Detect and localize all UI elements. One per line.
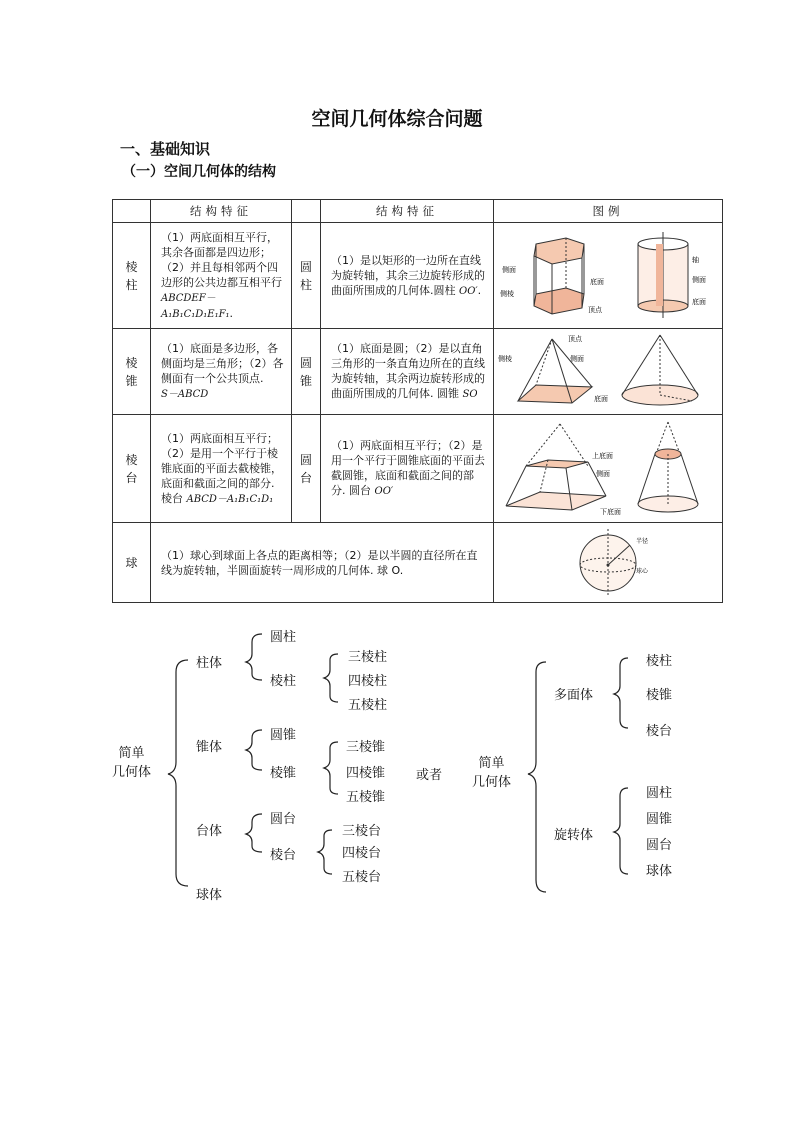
pyramid-cone-figure <box>496 331 721 413</box>
leaf-label: 五棱台 <box>342 870 382 885</box>
group-label-polyhedron: 多面体 <box>554 688 594 703</box>
structure-table <box>112 199 723 603</box>
group-label-frustums: 台体 <box>196 824 223 839</box>
sub-label-frustum-prism: 棱台 <box>270 848 297 863</box>
pyramid-feature-cell <box>151 329 292 415</box>
figure-pyramid-cone <box>494 329 723 415</box>
header-feature-right: 结构特征 <box>321 200 494 223</box>
fig-label-side: 侧面 <box>501 265 516 274</box>
prism-formula: ABCDEF－A₁B₁C₁D₁E₁F₁ <box>161 292 230 320</box>
fig-label-base: 底面 <box>589 277 604 286</box>
row-name-sphere <box>113 523 151 603</box>
leaf-label: 四棱台 <box>342 846 382 861</box>
fig-label-center: 球心 <box>635 567 648 575</box>
cone-feature-cell <box>321 329 494 415</box>
prism-cylinder-figure <box>496 226 721 326</box>
prism-feature-cell: （1）两底面相互平行，其余各面都是四边形；（2）并且每相邻两个四边形的公共边都互相平行 ABCDEF－A₁B₁C₁D₁E₁F₁. <box>151 223 292 329</box>
row-name-prism <box>113 223 151 329</box>
sub-label-cone: 圆锥 <box>270 728 297 743</box>
sphere-feature-cell <box>151 523 494 603</box>
header-feature-left: 结构特征 <box>151 200 292 223</box>
frustum-cone-formula: OO′ <box>374 486 394 497</box>
right-leaf-label: 球体 <box>646 864 673 879</box>
fig-label-vertex: 顶点 <box>587 305 602 314</box>
cone-formula: SO <box>462 389 478 400</box>
row-name-frustum-prism <box>113 415 151 523</box>
right-leaf-label: 棱台 <box>646 724 673 739</box>
section-heading: 一、基础知识 <box>120 140 211 158</box>
fig-label-edge: 侧棱 <box>499 289 514 298</box>
figure-prism-cylinder <box>494 223 723 329</box>
leaf-label: 三棱柱 <box>348 650 388 665</box>
leaf-label: 五棱柱 <box>348 698 388 713</box>
row-name-prism-text: 棱 柱 <box>125 259 138 292</box>
row-name-frustum-prism-text: 棱 台 <box>125 452 138 485</box>
fig-label-bottom: 底面 <box>593 394 608 403</box>
right-leaf-label: 圆柱 <box>646 786 673 801</box>
sphere-figure <box>496 525 721 601</box>
cone-feature-text: （1）底面是圆；（2）是以直角三角形的一条直角边所在的直线为旋转轴，其余两边旋转形成的曲面所围成的几何体. 圆锥 <box>331 342 485 400</box>
pyramid-feature-text: （1）底面是多边形，各侧面均是三角形；（2）各侧面有一个公共顶点. <box>161 342 284 385</box>
header-blank <box>113 200 151 223</box>
group-label-revolution: 旋转体 <box>554 828 594 843</box>
right-leaf-label: 棱锥 <box>646 688 673 703</box>
frustum-cone-feature-text: （1）两底面相互平行；（2）是用一个平行于圆锥底面的平面去截圆锥，底面和截面之间的部分. 圆台 <box>331 439 485 497</box>
fig-label-lateral-face: 侧面 <box>569 354 584 363</box>
page-title: 空间几何体综合问题 <box>311 108 483 130</box>
table-row <box>113 415 723 523</box>
sphere-feature-text: （1）球心到球面上各点的距离相等；（2）是以半圆的直径所在直线为旋转轴，半圆面旋转一周形成的几何体. 球 O. <box>161 548 478 577</box>
fig-label-bottom-base: 下底面 <box>599 507 621 516</box>
prism-feature-text: （1）两底面相互平行，其余各面都是四边形；（2）并且每相邻两个四边形的公共边都互相平行 <box>161 230 282 289</box>
leaf-label: 四棱柱 <box>348 674 388 689</box>
fig-label-top-base: 上底面 <box>591 451 613 460</box>
table-row <box>113 329 723 415</box>
fig-label-side-2: 侧面 <box>691 275 706 284</box>
leaf-label: 三棱锥 <box>346 740 386 755</box>
leaf-label: 四棱锥 <box>346 766 386 781</box>
subsection-heading: （一）空间几何体的结构 <box>122 164 276 180</box>
row-name-cone-text: 圆 锥 <box>299 355 312 388</box>
group-label-sphere: 球体 <box>196 888 223 903</box>
leaf-label: 五棱锥 <box>346 790 386 805</box>
cylinder-feature-text: （1）是以矩形的一边所在直线为旋转轴，其余三边旋转形成的曲面所围成的几何体.圆柱 <box>331 253 485 297</box>
cylinder-formula: OO′ <box>459 285 478 297</box>
fig-label-radius: 半径 <box>635 537 648 545</box>
row-name-pyramid-text: 棱 锥 <box>125 355 138 388</box>
or-label: 或者 <box>416 768 443 783</box>
table-row <box>113 523 723 603</box>
frustums-figure <box>496 418 721 520</box>
root-label-left: 简单 几何体 <box>112 746 152 780</box>
group-label-prisms: 柱体 <box>196 656 223 671</box>
group-label-pyramids: 锥体 <box>196 740 223 755</box>
frustum-prism-feature-text: （1）两底面相互平行；（2）是用一个平行于棱锥底面的平面去截棱锥，底面和截面之间的部分. 棱台 <box>161 431 282 505</box>
sphere-center-dot <box>606 563 609 566</box>
row-name-frustum-cone <box>292 415 321 523</box>
right-leaf-label: 圆台 <box>646 838 673 853</box>
header-figure: 图例 <box>494 200 723 223</box>
row-name-cylinder-text: 圆 柱 <box>299 259 312 292</box>
right-leaf-label: 圆锥 <box>646 812 673 827</box>
row-name-pyramid <box>113 329 151 415</box>
fig-label-axis: 轴 <box>691 255 699 264</box>
fig-label-base-2: 底面 <box>691 297 706 306</box>
root-label-right: 简单 几何体 <box>472 756 512 790</box>
row-name-cylinder <box>292 223 321 329</box>
sub-label-frustum-cone: 圆台 <box>270 812 297 827</box>
row-name-frustum-cone-text: 圆 台 <box>299 452 312 485</box>
figure-sphere <box>494 523 723 603</box>
frustum-prism-formula: ABCD－A₁B₁C₁D₁ <box>186 493 274 505</box>
row-name-cone <box>292 329 321 415</box>
classification-diagram <box>0 612 794 912</box>
sub-label-pyramid: 棱锥 <box>270 766 297 781</box>
sub-label-prism: 棱柱 <box>270 674 297 689</box>
frustum-cone-feature-cell <box>321 415 494 523</box>
cylinder-feature-cell: （1）是以矩形的一边所在直线为旋转轴，其余三边旋转形成的曲面所围成的几何体.圆柱 OO′. <box>321 223 494 329</box>
sub-label-cylinder: 圆柱 <box>270 630 297 645</box>
fig-label-lateral-edge: 侧棱 <box>497 354 512 363</box>
frustum-prism-feature-cell <box>151 415 292 523</box>
table-row <box>113 223 723 329</box>
right-leaf-label: 棱柱 <box>646 654 673 669</box>
leaf-label: 三棱台 <box>342 824 382 839</box>
row-name-sphere-text: 球 <box>125 555 138 570</box>
fig-label-lateral: 侧面 <box>595 469 610 478</box>
fig-label-apex: 顶点 <box>567 334 582 343</box>
figure-frustums <box>494 415 723 523</box>
table-header-row <box>113 200 723 223</box>
pyramid-formula: S－ABCD <box>161 389 209 400</box>
header-blank-2 <box>292 200 321 223</box>
